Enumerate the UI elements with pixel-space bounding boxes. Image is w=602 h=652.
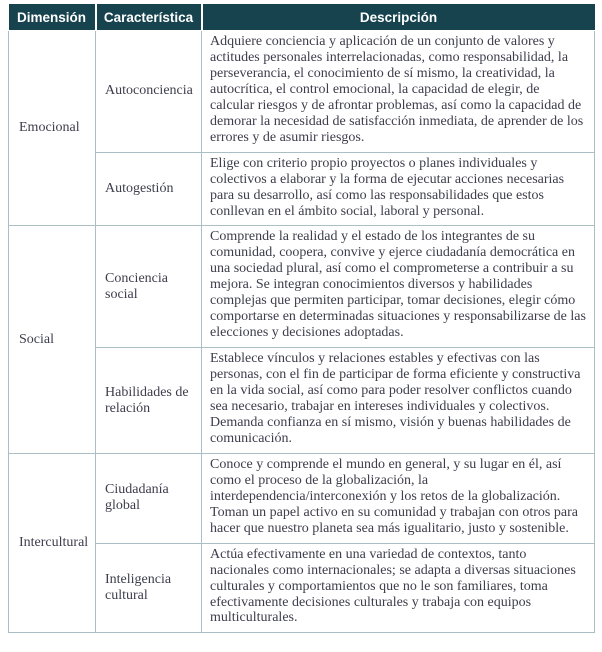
caracteristica-cell-ciudadania-global: Ciudadanía global (96, 453, 202, 543)
descripcion-cell-inteligencia-cultural: Actúa efectivamente en una variedad de contextos, tanto nacionales como internacionales; se adapta a diversas situaciones culturales y comportamientos que no le son familiares, toma efectivamente decisiones culturales y trabaja con equipos multiculturales. (202, 543, 595, 633)
dimension-cell-intercultural: Intercultural (9, 453, 96, 633)
table-row (9, 226, 595, 348)
column-header-caracteristica: Característica (96, 5, 202, 31)
column-header-dimension: Dimensión (9, 5, 96, 31)
descripcion-cell-autoconciencia: Adquiere conciencia y aplicación de un conjunto de valores y actitudes personales interrelacionadas, como responsabilidad, la perseverancia, el conocimiento de sí mismo, la creatividad, la autocrítica, el control emocional, la capacidad de elegir, de calcular riesgos y de afrontar problemas, así como la capacidad de demorar la necesidad de satisfacción inmediata, de aprender de los errores y de asumir riesgos. (202, 31, 595, 153)
table-row (9, 31, 595, 153)
dimension-cell-emocional: Emocional (9, 31, 96, 226)
descripcion-cell-conciencia-social: Comprende la realidad y el estado de los integrantes de su comunidad, coopera, convive y ejerce ciudadanía democrática en una sociedad plural, así como el comprometerse a contribuir a su mejora. Se integran conocimientos diversos y habilidades complejas que permiten participar, tomar decisiones, elegir cómo comportarse en determinadas situaciones y responsabilizarse de las elecciones y decisiones adoptadas. (202, 226, 595, 348)
column-header-descripcion: Descripción (202, 5, 595, 31)
descripcion-cell-ciudadania-global: Conoce y comprende el mundo en general, y su lugar en él, así como el proceso de la globalización, la interdependencia/interconexión y los retos de la globalización. Toman un papel activo en su comunidad y trabajan con otros para hacer que nuestro planeta sea más igualitario, justo y sostenible. (202, 453, 595, 543)
table-row (9, 453, 595, 543)
descripcion-cell-habilidades-de-relacion: Establece vínculos y relaciones estables y efectivas con las personas, con el fin de participar de forma eficiente y constructiva en la vida social, así como para poder resolver conflictos cuando sea necesario, trabajar en intereses individuales y colectivos. Demanda confianza en sí mismo, visión y buenas habilidades de comunicación. (202, 348, 595, 454)
competencies-table (8, 4, 595, 633)
table-row (9, 348, 595, 454)
dimension-cell-social: Social (9, 226, 96, 453)
table-row (9, 152, 595, 226)
caracteristica-cell-habilidades-de-relacion: Habilidades de relación (96, 348, 202, 454)
caracteristica-cell-autogestion: Autogestión (96, 152, 202, 226)
caracteristica-cell-autoconciencia: Autoconciencia (96, 31, 202, 153)
descripcion-cell-autogestion: Elige con criterio propio proyectos o planes individuales y colectivos a elaborar y la forma de ejecutar acciones necesarias para su desarrollo, así como las responsabilidades que estos conllevan en el ámbito social, laboral y personal. (202, 152, 595, 226)
caracteristica-cell-conciencia-social: Conciencia social (96, 226, 202, 348)
caracteristica-cell-inteligencia-cultural: Inteligencia cultural (96, 543, 202, 633)
table-row (9, 543, 595, 633)
table-header-row (9, 5, 595, 31)
